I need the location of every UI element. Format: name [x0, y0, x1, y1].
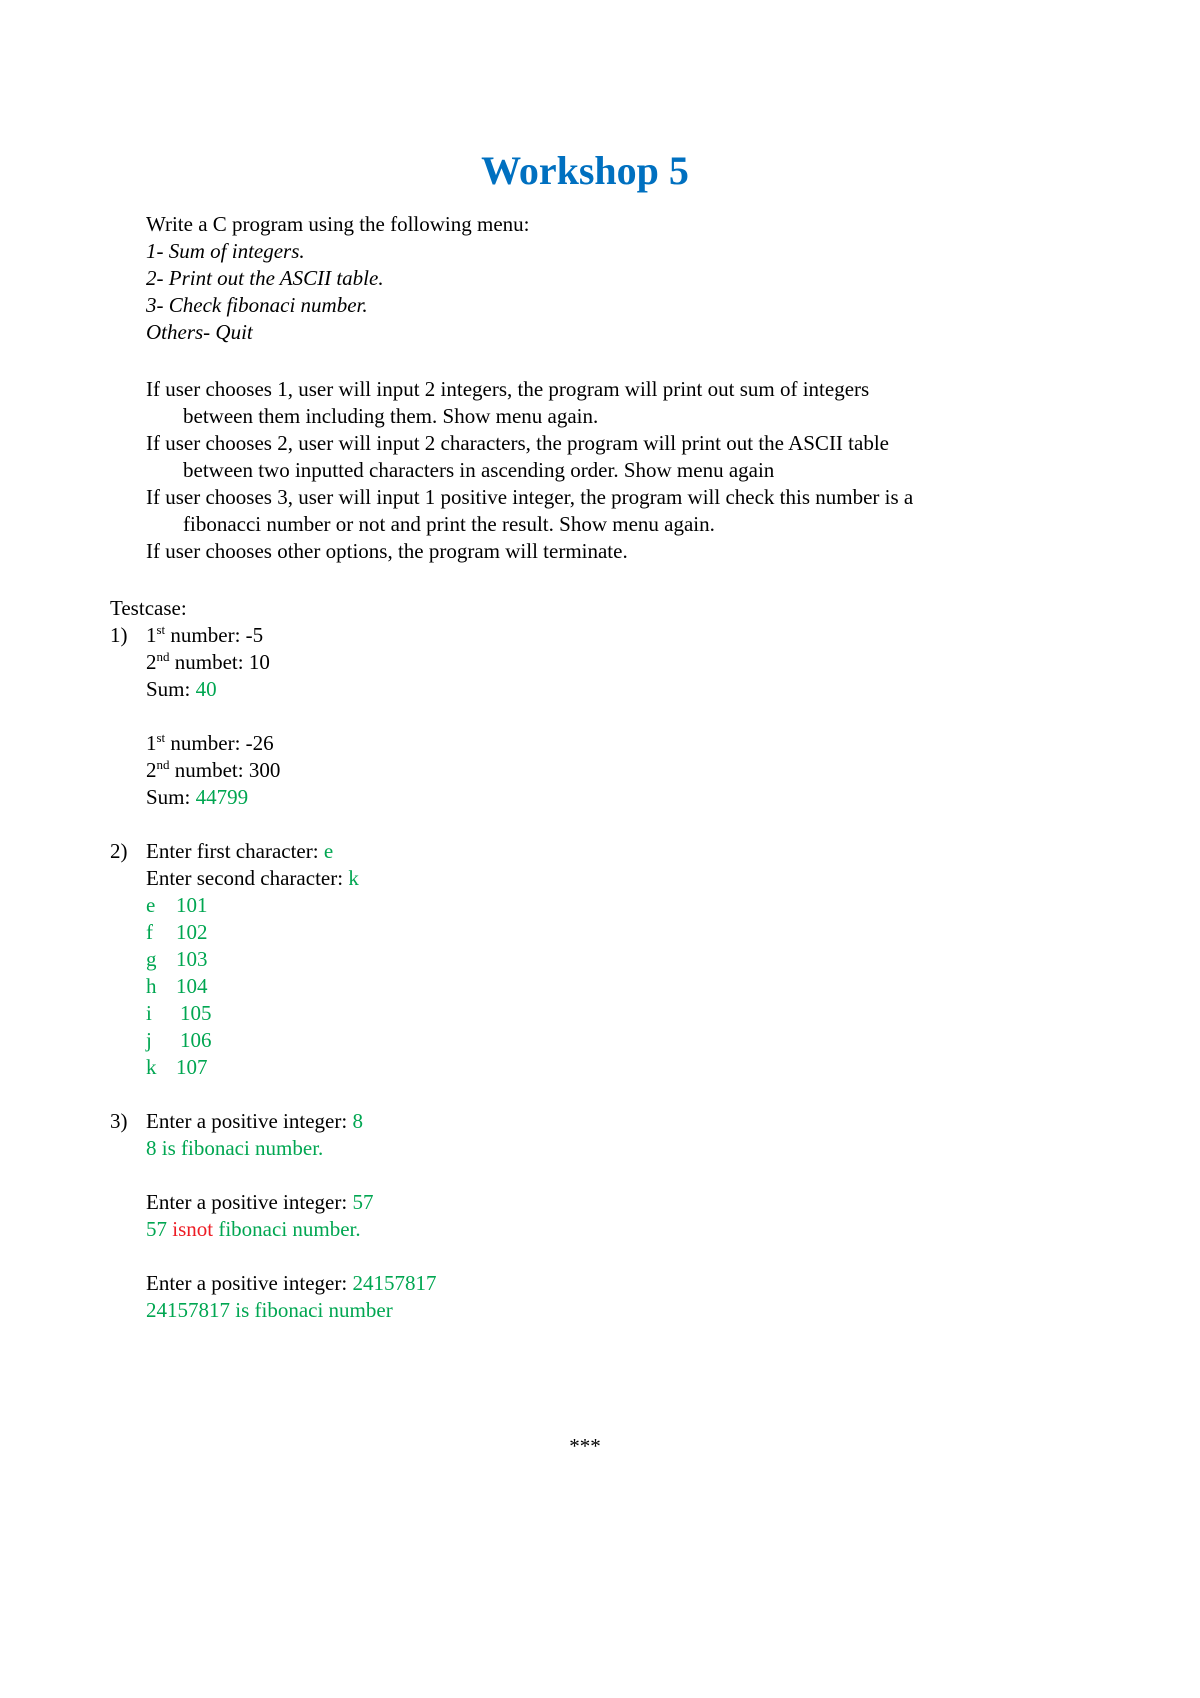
ascii-code: 101 — [176, 893, 208, 917]
menu-item-1: 1- Sum of integers. — [146, 239, 305, 263]
tc1b-sum — [146, 785, 248, 809]
tc1a-sum-value: 40 — [195, 677, 217, 701]
tc3-c2-num: 57 — [146, 1217, 173, 1241]
tc1b-n2-prefix: 2 — [146, 758, 157, 782]
tc3-prompt-2 — [146, 1190, 373, 1214]
tc3-c1-value: 8 — [352, 1109, 363, 1133]
tc3-c2-isnot: isnot — [172, 1217, 214, 1241]
tc1b-sum-value: 44799 — [195, 785, 249, 809]
menu-item-2: 2- Print out the ASCII table. — [146, 266, 384, 290]
intro-text: Write a C program using the following menu: — [146, 212, 530, 236]
ascii-row — [146, 1001, 212, 1025]
tc1a-sum — [146, 677, 217, 701]
ascii-char: i — [146, 1001, 152, 1025]
tc3-prompt-label: Enter a positive integer: — [146, 1271, 353, 1295]
rule-1-line-2: between them including them. Show menu again. — [183, 404, 599, 428]
ascii-row — [146, 920, 208, 944]
rule-3-line-1: If user chooses 3, user will input 1 positive integer, the program will check this number is a — [146, 485, 914, 509]
ascii-code: 103 — [176, 947, 208, 971]
tc1a-sum-label: Sum: — [146, 677, 196, 701]
tc1b-n1-rest: number: -26 — [165, 731, 274, 755]
tc1a-n2-sup: nd — [156, 649, 170, 664]
tc1b-first-number — [146, 731, 274, 755]
tc3-c3-value: 24157817 — [352, 1271, 437, 1295]
tc3-result-1: 8 is fibonaci number. — [146, 1136, 324, 1160]
tc3-c2-value: 57 — [352, 1190, 374, 1214]
tc3-result-2 — [146, 1217, 361, 1241]
rule-3-line-2: fibonacci number or not and print the result. Show menu again. — [183, 512, 715, 536]
ascii-row — [146, 1055, 208, 1079]
menu-item-3: 3- Check fibonaci number. — [146, 293, 368, 317]
tc1b-n1-prefix: 1 — [146, 731, 157, 755]
end-mark: *** — [569, 1434, 601, 1458]
tc1a-second-number — [146, 650, 270, 674]
ascii-code: 106 — [180, 1028, 212, 1052]
ascii-code: 107 — [176, 1055, 208, 1079]
tc3-prompt-1 — [146, 1109, 363, 1133]
tc1a-n1-sup: st — [156, 622, 166, 637]
tc1a-n2-rest: numbet: 10 — [169, 650, 270, 674]
ascii-row — [146, 1028, 212, 1052]
tc1a-n1-rest: number: -5 — [165, 623, 264, 647]
tc3-prompt-label: Enter a positive integer: — [146, 1109, 353, 1133]
ascii-char: j — [146, 1028, 152, 1052]
ascii-row — [146, 947, 208, 971]
ascii-code: 105 — [180, 1001, 212, 1025]
ascii-row — [146, 974, 208, 998]
tc1a-n1-prefix: 1 — [146, 623, 157, 647]
tc1b-second-number — [146, 758, 280, 782]
tc3-result-3: 24157817 is fibonaci number — [146, 1298, 393, 1322]
tc3-c2-rest: fibonaci number. — [213, 1217, 361, 1241]
rule-2-line-1: If user chooses 2, user will input 2 characters, the program will print out the ASCII table — [146, 431, 889, 455]
tc1b-n2-rest: numbet: 300 — [169, 758, 281, 782]
page-title: Workshop 5 — [481, 148, 689, 193]
testcase-3-number: 3) — [110, 1109, 128, 1133]
testcase-label: Testcase: — [110, 596, 187, 620]
ascii-char: h — [146, 974, 157, 998]
tc2-second-char — [146, 866, 359, 890]
tc1a-first-number — [146, 623, 263, 647]
tc2-first-value: e — [323, 839, 334, 863]
testcase-1-number: 1) — [110, 623, 128, 647]
tc1b-sum-label: Sum: — [146, 785, 196, 809]
tc3-prompt-3 — [146, 1271, 436, 1295]
ascii-char: k — [146, 1055, 157, 1079]
tc2-first-label: Enter first character: — [146, 839, 324, 863]
ascii-row — [146, 893, 208, 917]
ascii-char: g — [146, 947, 157, 971]
rule-1-line-1: If user chooses 1, user will input 2 integers, the program will print out sum of integers — [146, 377, 870, 401]
tc3-prompt-label: Enter a positive integer: — [146, 1190, 353, 1214]
tc2-first-char — [146, 839, 333, 863]
ascii-char: e — [146, 893, 156, 917]
tc1b-n1-sup: st — [156, 730, 166, 745]
rule-4: If user chooses other options, the program will terminate. — [146, 539, 628, 563]
rule-2-line-2: between two inputted characters in ascending order. Show menu again — [183, 458, 775, 482]
tc2-second-value: k — [348, 866, 359, 890]
tc1b-n2-sup: nd — [156, 757, 170, 772]
ascii-code: 102 — [176, 920, 208, 944]
menu-item-quit: Others- Quit — [146, 320, 253, 344]
tc2-second-label: Enter second character: — [146, 866, 349, 890]
ascii-code: 104 — [176, 974, 208, 998]
testcase-2-number: 2) — [110, 839, 128, 863]
ascii-char: f — [146, 920, 153, 944]
tc1a-n2-prefix: 2 — [146, 650, 157, 674]
